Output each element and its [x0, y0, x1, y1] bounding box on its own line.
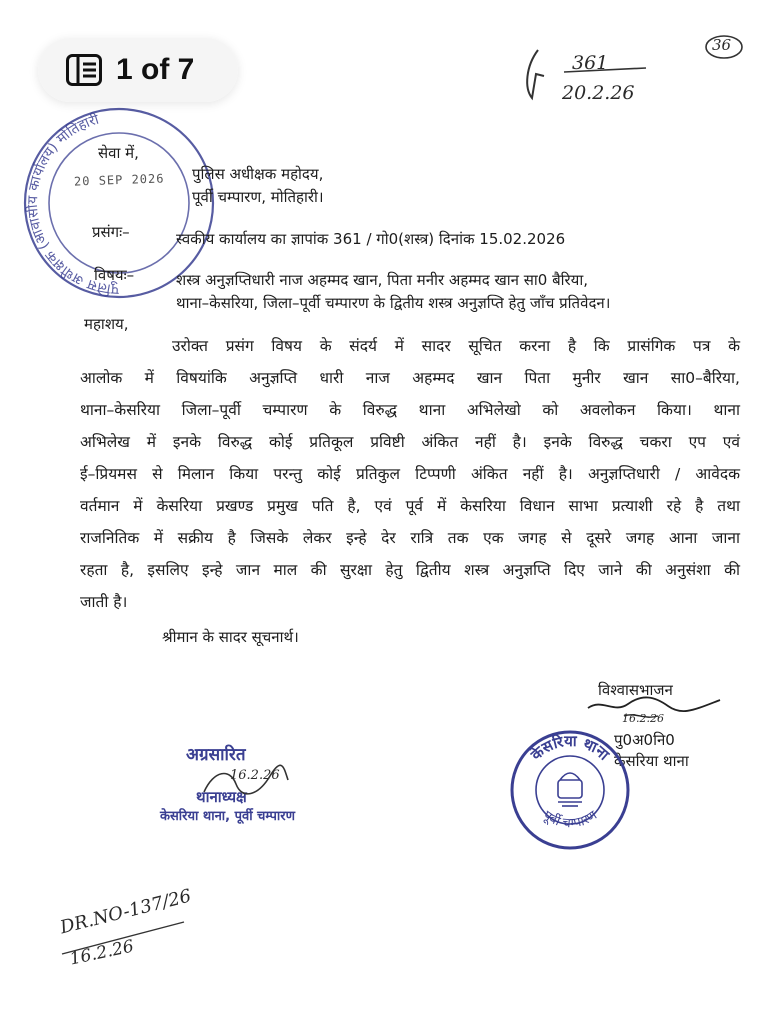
forwarding-stamp-line-2: थानाध्यक्ष: [196, 788, 247, 806]
received-stamp-ring-text: पुलिस अधीक्षक (आवासीय कार्यालय) मोतिहारी: [24, 111, 120, 298]
body-line: राजनितिक में सक्रीय है जिसके लेकर इन्हे देर रात्रि तक एक जगह से दूसरे जगह आना जाना: [80, 529, 740, 547]
seal-bottom-text: पूर्वी चम्पारण: [539, 808, 600, 832]
body-line: रहता है, इसलिए इन्हे जान माल की सुरक्षा हेतु द्वितीय शस्त्र अनुज्ञप्ति दिए जाने की अनुसंशा की: [80, 561, 740, 579]
forwarding-stamp-line-3: केसरिया थाना, पूर्वी चम्पारण: [160, 809, 295, 824]
page-indicator[interactable]: [38, 38, 238, 102]
salutation: महाशय,: [84, 315, 129, 333]
page-indicator-text: 1 of 7: [116, 53, 195, 86]
corner-mark: 36: [712, 36, 732, 54]
body-line: आलोक में विषयांकि अनुज्ञप्ति धारी नाज अहम्मद खान पिता मुनीर खान सा0–बैरिया,: [80, 369, 740, 387]
dispatch-number: DR.NO-137/26: [58, 885, 194, 939]
seva-label: सेवा में,: [98, 144, 139, 162]
forwarding-initials-date: 16.2.26: [230, 768, 280, 783]
received-stamp-date: 20 SEP 2026: [73, 171, 165, 189]
diary-date: 20.2.26: [562, 82, 635, 104]
signature-designation: पु0अ0नि0: [614, 731, 675, 749]
forwarding-signature-scribble: [200, 762, 290, 802]
closing-line: श्रीमान के सादर सूचनार्थ।: [162, 628, 299, 646]
subject-line-1: शस्त्र अनुज्ञप्तिधारी नाज अहम्मद खान, पिता मनीर अहम्मद खान सा0 बैरिया,: [176, 271, 589, 289]
subject-line-2: थाना–केसरिया, जिला–पूर्वी चम्पारण के द्वितीय शस्त्र अनुज्ञप्ति हेतु जाँच प्रतिवेदन।: [176, 294, 611, 312]
reference-text: स्वकीय कार्यालय का ज्ञापांक 361 / गो0(शस्त्र) दिनांक 15.02.2026: [176, 230, 566, 248]
signature-station: केसरिया थाना: [614, 752, 689, 770]
address-line-1: पुलिस अधीक्षक महोदय,: [192, 165, 324, 183]
subject-label: विषयः–: [94, 266, 135, 284]
forwarding-stamp-line-1: अग्रसारित: [186, 745, 246, 765]
signature-date: 16.2.26: [622, 712, 664, 725]
dispatch-date: 16.2.26: [68, 936, 136, 970]
body-line: ई–प्रियमस से मिलान किया परन्तु कोई प्रतिकुल टिप्पणी अंकित नहीं है। अनुज्ञप्तिधारी / आवेदक: [80, 465, 740, 483]
body-line: अभिलेख में इनके विरुद्ध कोई प्रतिकूल प्रविष्टी अंकित नहीं है। इनके विरुद्ध चकरा एप एवं: [80, 433, 740, 451]
seal-top-text: केसरिया थाना: [527, 731, 613, 764]
body-line: थाना–केसरिया जिला–पूर्वी चम्पारण के विरुद्ध थाना अभिलेखो को अवलोकन किया। थाना: [80, 401, 740, 419]
body-line: जाती है।: [80, 593, 128, 611]
body-line: वर्तमान में केसरिया प्रखण्ड प्रमुख पति है, एवं पूर्व में केसरिया विधान साभा प्रत्याशी रहे है तथा: [80, 497, 740, 515]
body-paragraph: [80, 330, 740, 618]
emblem-icon: [558, 773, 582, 806]
reference-label: प्रसंगः–: [92, 223, 130, 241]
body-line: उरोक्त प्रसंग विषय के संदर्य में सादर सूचित करना है कि प्रासंगिक पत्र के: [172, 337, 740, 355]
pages-icon: [66, 54, 102, 86]
signature-label: विश्वासभाजन: [598, 681, 673, 699]
police-station-seal: [508, 728, 632, 852]
diary-number: 361: [572, 52, 609, 74]
address-line-2: पूर्वी चम्पारण, मोतिहारी।: [192, 188, 324, 206]
